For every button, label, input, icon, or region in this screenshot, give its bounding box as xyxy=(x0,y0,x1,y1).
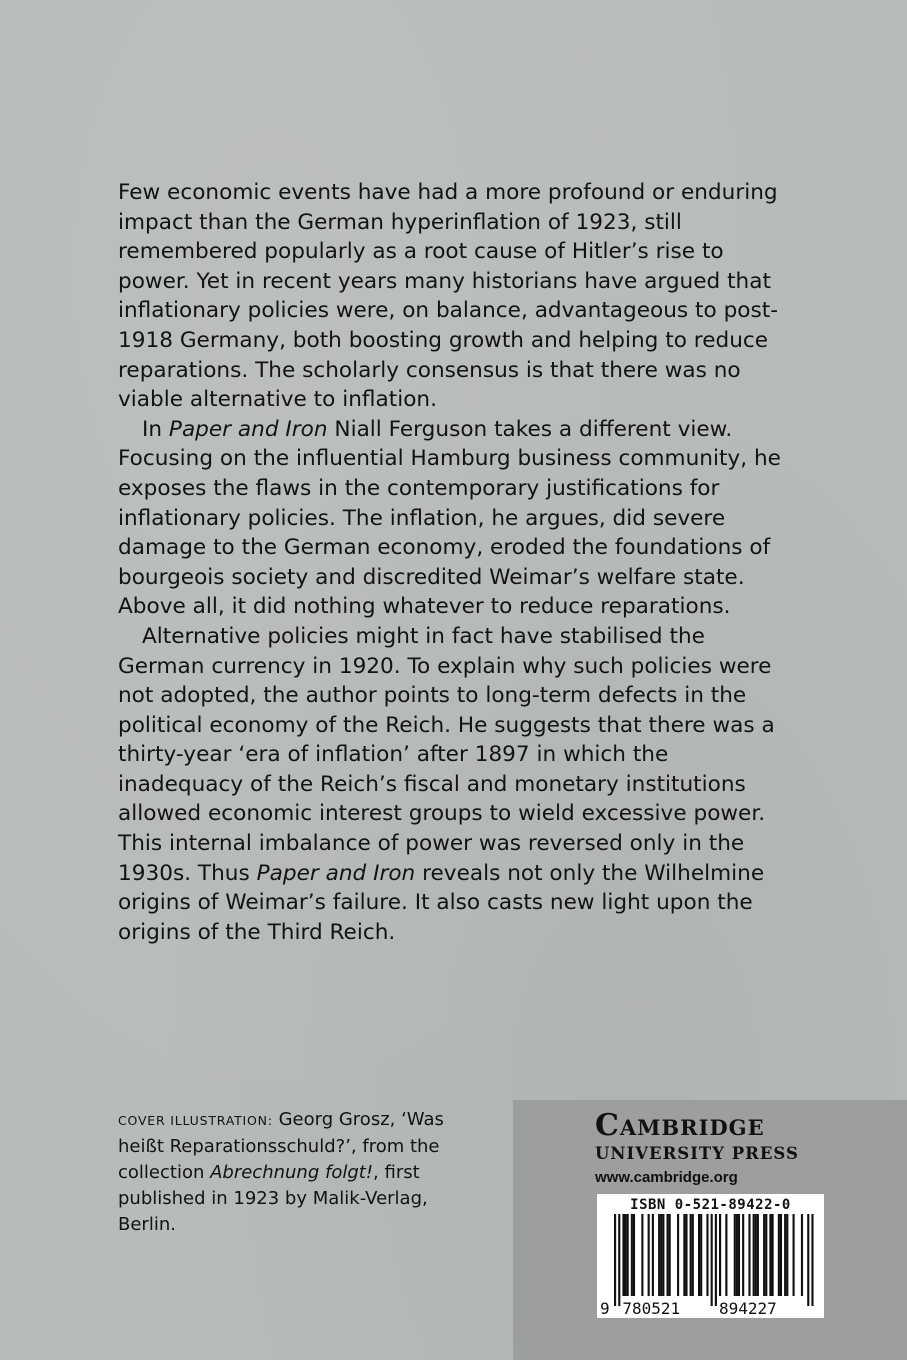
barcode-bar xyxy=(715,1214,717,1306)
barcode-bar xyxy=(742,1214,744,1296)
publisher-subtitle: UNIVERSITY PRESS xyxy=(595,1144,799,1163)
barcode-bar xyxy=(801,1214,803,1296)
barcode-bar xyxy=(738,1214,740,1296)
barcode-bar xyxy=(793,1214,795,1296)
blurb-p3-pre: Alternative policies might in fact have stabilised the German currency in 1920. To explain why such policies were not adopted, the author points to long-term defects in the political economy of the Reich. He suggests that there was a thirty-year ‘era of inflation’ after 1897 in which the inadequacy of the Reich’s fiscal and monetary institutions allowed economic interest groups to wield excessive power. This internal imbalance of power was reversed only in the 1930s. Thus xyxy=(118,623,775,886)
barcode-bar xyxy=(786,1214,788,1296)
barcode-digits-right: 894227 xyxy=(719,1299,777,1318)
barcode xyxy=(597,1194,824,1318)
barcode-bar xyxy=(711,1214,713,1306)
blurb-p2-post: Niall Ferguson takes a different view. Focusing on the influential Hamburg business community, he exposes the flaws in the contemporary justifications for inflationary policies. The inflation, he argues, did severe damage to the German economy, eroded the foundations of bourgeois society and discredited Weimar’s welfare state. Above all, it did nothing whatever to reduce reparations. xyxy=(118,416,781,620)
barcode-bar xyxy=(757,1214,759,1296)
blurb-text xyxy=(118,178,798,947)
barcode-bar xyxy=(648,1214,650,1296)
barcode-bar xyxy=(667,1214,669,1296)
barcode-bar xyxy=(662,1214,664,1296)
barcode-bar xyxy=(753,1214,755,1296)
barcode-bar xyxy=(725,1214,727,1296)
barcode-bar xyxy=(700,1214,702,1296)
blurb-paragraph-3 xyxy=(118,622,798,948)
blurb-p3-post: reveals not only the Wilhelmine origins of Weimar’s failure. It also casts new light upon the origins of the Third Reich. xyxy=(118,860,765,945)
barcode-bar xyxy=(706,1214,708,1296)
barcode-bar xyxy=(660,1214,662,1296)
book-title: Paper and Iron xyxy=(256,860,416,886)
barcode-digits-left: 780521 xyxy=(622,1299,681,1318)
cover-illustration-credit xyxy=(118,1107,458,1238)
barcode-bar xyxy=(765,1214,767,1296)
barcode-bar xyxy=(769,1214,771,1296)
publisher-name: Cambridge xyxy=(595,1108,765,1143)
barcode-bar xyxy=(633,1214,635,1296)
barcode-bar xyxy=(784,1214,786,1296)
barcode-bar xyxy=(622,1214,624,1296)
barcode-bar xyxy=(690,1214,692,1296)
publisher-url: www.cambridge.org xyxy=(595,1169,738,1186)
barcode-digit-lead: 9 xyxy=(600,1299,610,1318)
blurb-paragraph-1: Few economic events have had a more profound or enduring impact than the German hyperinflation of 1923, still remembered popularly as a root cause of Hitler’s rise to power. Yet in recent years many historians have argued that inflationary policies were, on balance, advantageous to post-1918 Germany, both boosting growth and helping to reduce reparations. The scholarly consensus is that there was no viable alternative to inflation. xyxy=(118,180,779,413)
credit-text-1: Georg Grosz, ‘Was heißt Reparationsschuld?’, from the collection xyxy=(118,1109,444,1183)
barcode-bar xyxy=(631,1214,633,1296)
barcode-bar xyxy=(685,1214,687,1296)
barcode-bar xyxy=(719,1214,721,1296)
barcode-bar xyxy=(736,1214,738,1296)
barcode-bar xyxy=(627,1214,629,1296)
isbn-label: ISBN 0-521-89422-0 xyxy=(630,1197,791,1213)
barcode-bars xyxy=(597,1194,824,1318)
barcode-bar xyxy=(748,1214,750,1296)
barcode-bar xyxy=(692,1214,694,1296)
barcode-bar xyxy=(618,1214,620,1306)
barcode-bar xyxy=(698,1214,700,1296)
barcode-bar xyxy=(755,1214,757,1296)
barcode-bar xyxy=(734,1214,736,1296)
barcode-bar xyxy=(614,1214,616,1306)
barcode-bar xyxy=(780,1214,782,1296)
book-title: Paper and Iron xyxy=(168,416,328,442)
barcode-bar xyxy=(683,1214,685,1296)
barcode-bar xyxy=(772,1214,774,1296)
barcode-bar xyxy=(641,1214,643,1296)
barcode-bar xyxy=(811,1214,813,1306)
credit-text-2: , first published in 1923 by Malik-Verlag, Berlin. xyxy=(118,1162,428,1235)
blurb-p2-pre: In xyxy=(142,416,169,442)
collection-title: Abrechnung folgt! xyxy=(210,1162,374,1183)
barcode-bar xyxy=(807,1214,809,1306)
barcode-bar xyxy=(778,1214,780,1296)
barcode-bar xyxy=(625,1214,627,1296)
blurb-paragraph-2 xyxy=(118,415,798,622)
barcode-bar xyxy=(763,1214,765,1296)
barcode-bar xyxy=(677,1214,679,1296)
barcode-bar xyxy=(658,1214,660,1296)
credit-label: COVER ILLUSTRATION: xyxy=(118,1113,273,1128)
barcode-bar xyxy=(652,1214,654,1296)
barcode-bar xyxy=(669,1214,671,1296)
